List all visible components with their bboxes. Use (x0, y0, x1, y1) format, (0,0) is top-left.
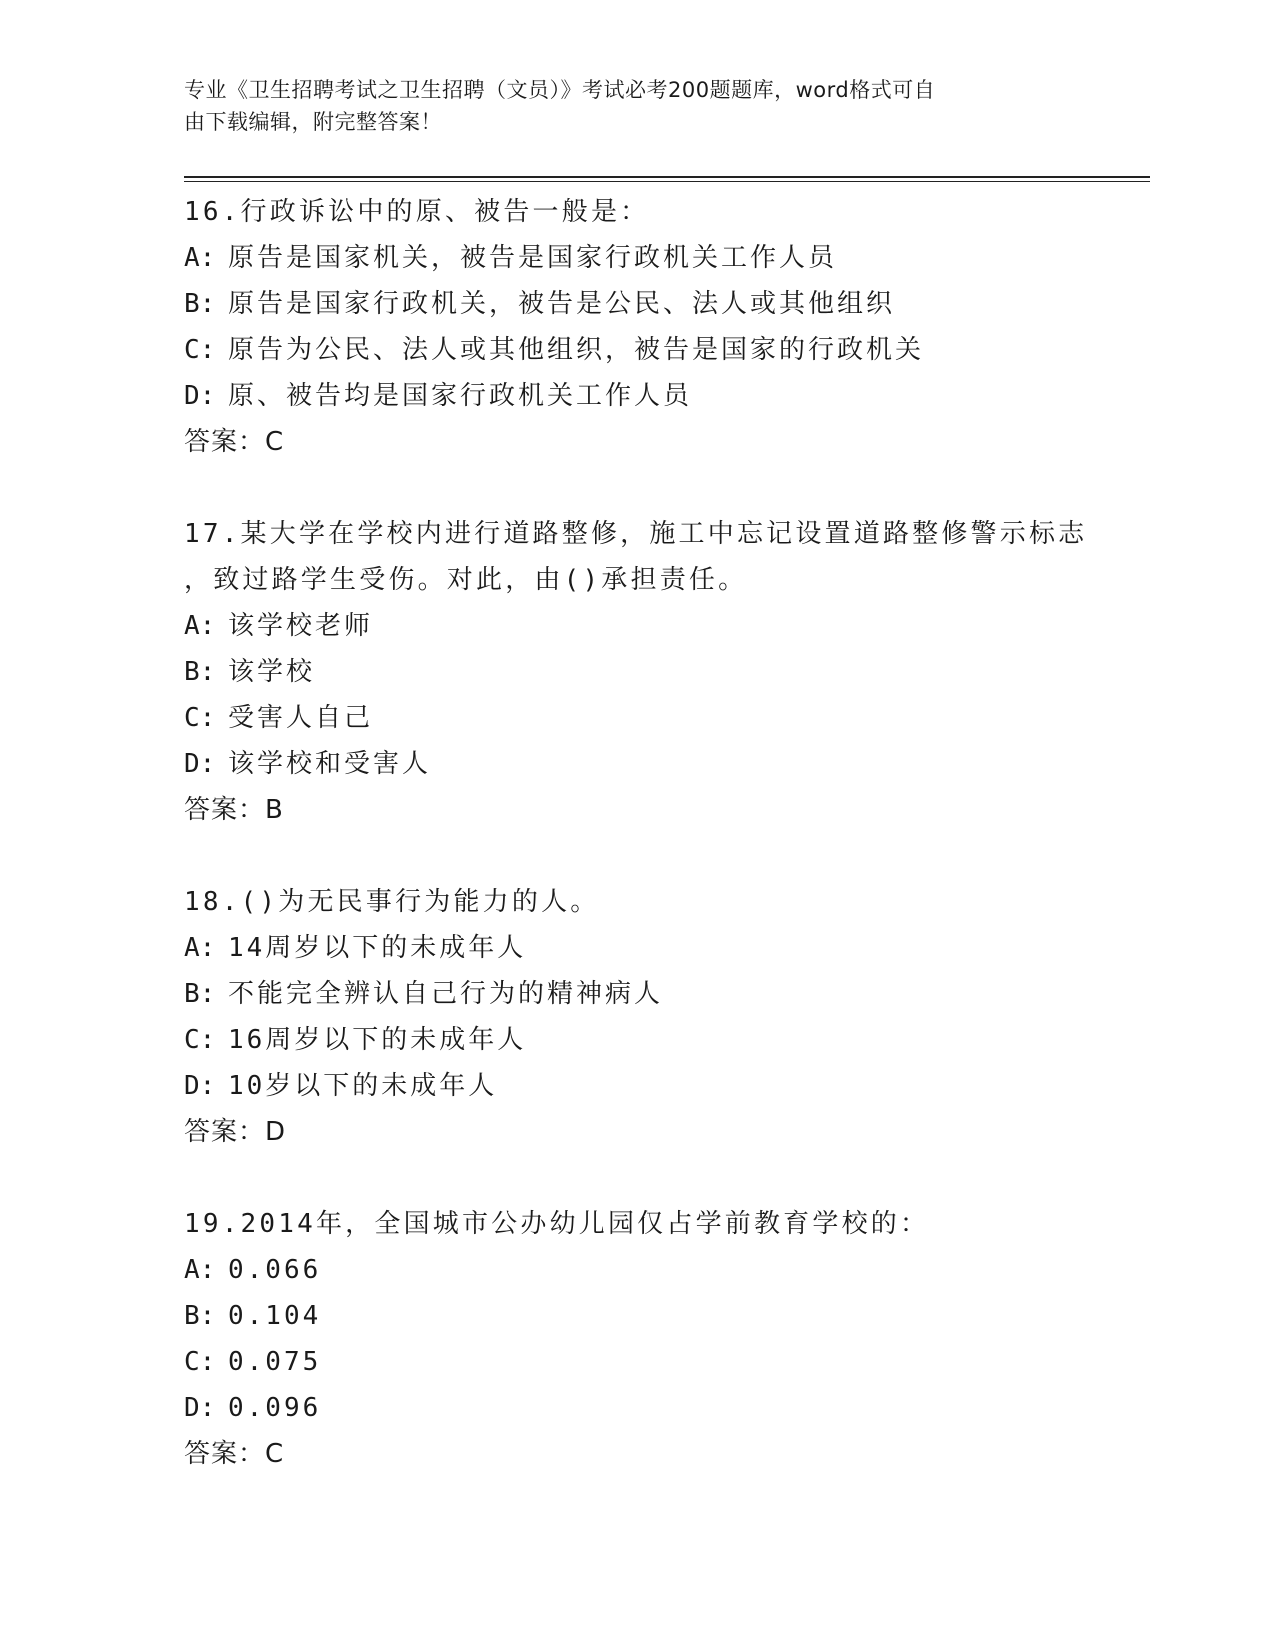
option-letter: C: (184, 1025, 216, 1055)
question-stem: 16.行政诉讼中的原、被告一般是： (184, 197, 650, 227)
option-d (184, 741, 1084, 787)
option-text: 该学校老师 (228, 611, 374, 641)
option-text: 原告是国家行政机关，被告是公民、法人或其他组织 (228, 289, 896, 319)
question-17 (184, 511, 1088, 833)
option-text: 14周岁以下的未成年人 (228, 933, 527, 963)
option-letter: A: (184, 1255, 216, 1285)
option-letter: B: (184, 1301, 216, 1331)
option-letter: A: (184, 243, 216, 273)
question-stem: 19.2014年，全国城市公办幼儿园仅占学前教育学校的： (184, 1209, 930, 1239)
option-letter: D: (184, 1393, 216, 1423)
option-text: 受害人自己 (228, 703, 374, 733)
question-19 (184, 1201, 1084, 1477)
option-text: 原、被告均是国家行政机关工作人员 (228, 381, 693, 411)
option-letter: B: (184, 657, 216, 687)
question-18 (184, 879, 1084, 1155)
option-a (184, 925, 1084, 971)
option-letter: D: (184, 749, 216, 779)
option-text: 该学校 (228, 657, 316, 687)
header-line-1: 专业《卫生招聘考试之卫生招聘（文员）》考试必考200题题库，word格式可自 (184, 78, 936, 102)
option-text: 该学校和受害人 (228, 749, 432, 779)
option-d (184, 1385, 1084, 1431)
header-divider-thick (184, 176, 1150, 178)
question-stem-continued: ，致过路学生受伤。对此，由()承担责任。 (184, 565, 748, 595)
answer-line: 答案：D (184, 1117, 287, 1147)
question-stem: 17.某大学在学校内进行道路整修，施工中忘记设置道路整修警示标志 (184, 519, 1088, 549)
option-letter: D: (184, 381, 216, 411)
option-text: 0.104 (228, 1301, 322, 1331)
option-a (184, 1247, 1084, 1293)
option-letter: C: (184, 335, 216, 365)
option-text: 不能完全辨认自己行为的精神病人 (228, 979, 664, 1009)
option-d (184, 373, 1084, 419)
answer-line: 答案：C (184, 1439, 285, 1469)
question-stem: 18.()为无民事行为能力的人。 (184, 887, 600, 917)
option-text: 原告是国家机关，被告是国家行政机关工作人员 (228, 243, 838, 273)
option-letter: D: (184, 1071, 216, 1101)
option-c (184, 695, 1084, 741)
option-b (184, 1293, 1084, 1339)
option-c (184, 1017, 1084, 1063)
option-letter: C: (184, 703, 216, 733)
option-a (184, 235, 1084, 281)
document-header (184, 74, 1064, 138)
header-divider-thin (184, 181, 1150, 182)
option-text: 16周岁以下的未成年人 (228, 1025, 527, 1055)
option-letter: A: (184, 611, 216, 641)
option-letter: A: (184, 933, 216, 963)
option-text: 0.075 (228, 1347, 322, 1377)
answer-line: 答案：B (184, 795, 284, 825)
header-line-2: 由下载编辑，附完整答案！ (184, 110, 442, 134)
option-d (184, 1063, 1084, 1109)
question-16 (184, 189, 1084, 465)
option-b (184, 281, 1084, 327)
option-text: 10岁以下的未成年人 (228, 1071, 498, 1101)
option-a (184, 603, 1084, 649)
option-b (184, 649, 1084, 695)
option-c (184, 327, 1084, 373)
option-letter: B: (184, 289, 216, 319)
option-letter: C: (184, 1347, 216, 1377)
option-text: 原告为公民、法人或其他组织，被告是国家的行政机关 (228, 335, 925, 365)
option-c (184, 1339, 1084, 1385)
question-list (184, 189, 1088, 1523)
option-text: 0.066 (228, 1255, 322, 1285)
option-b (184, 971, 1084, 1017)
option-letter: B: (184, 979, 216, 1009)
option-text: 0.096 (228, 1393, 322, 1423)
answer-line: 答案：C (184, 427, 285, 457)
